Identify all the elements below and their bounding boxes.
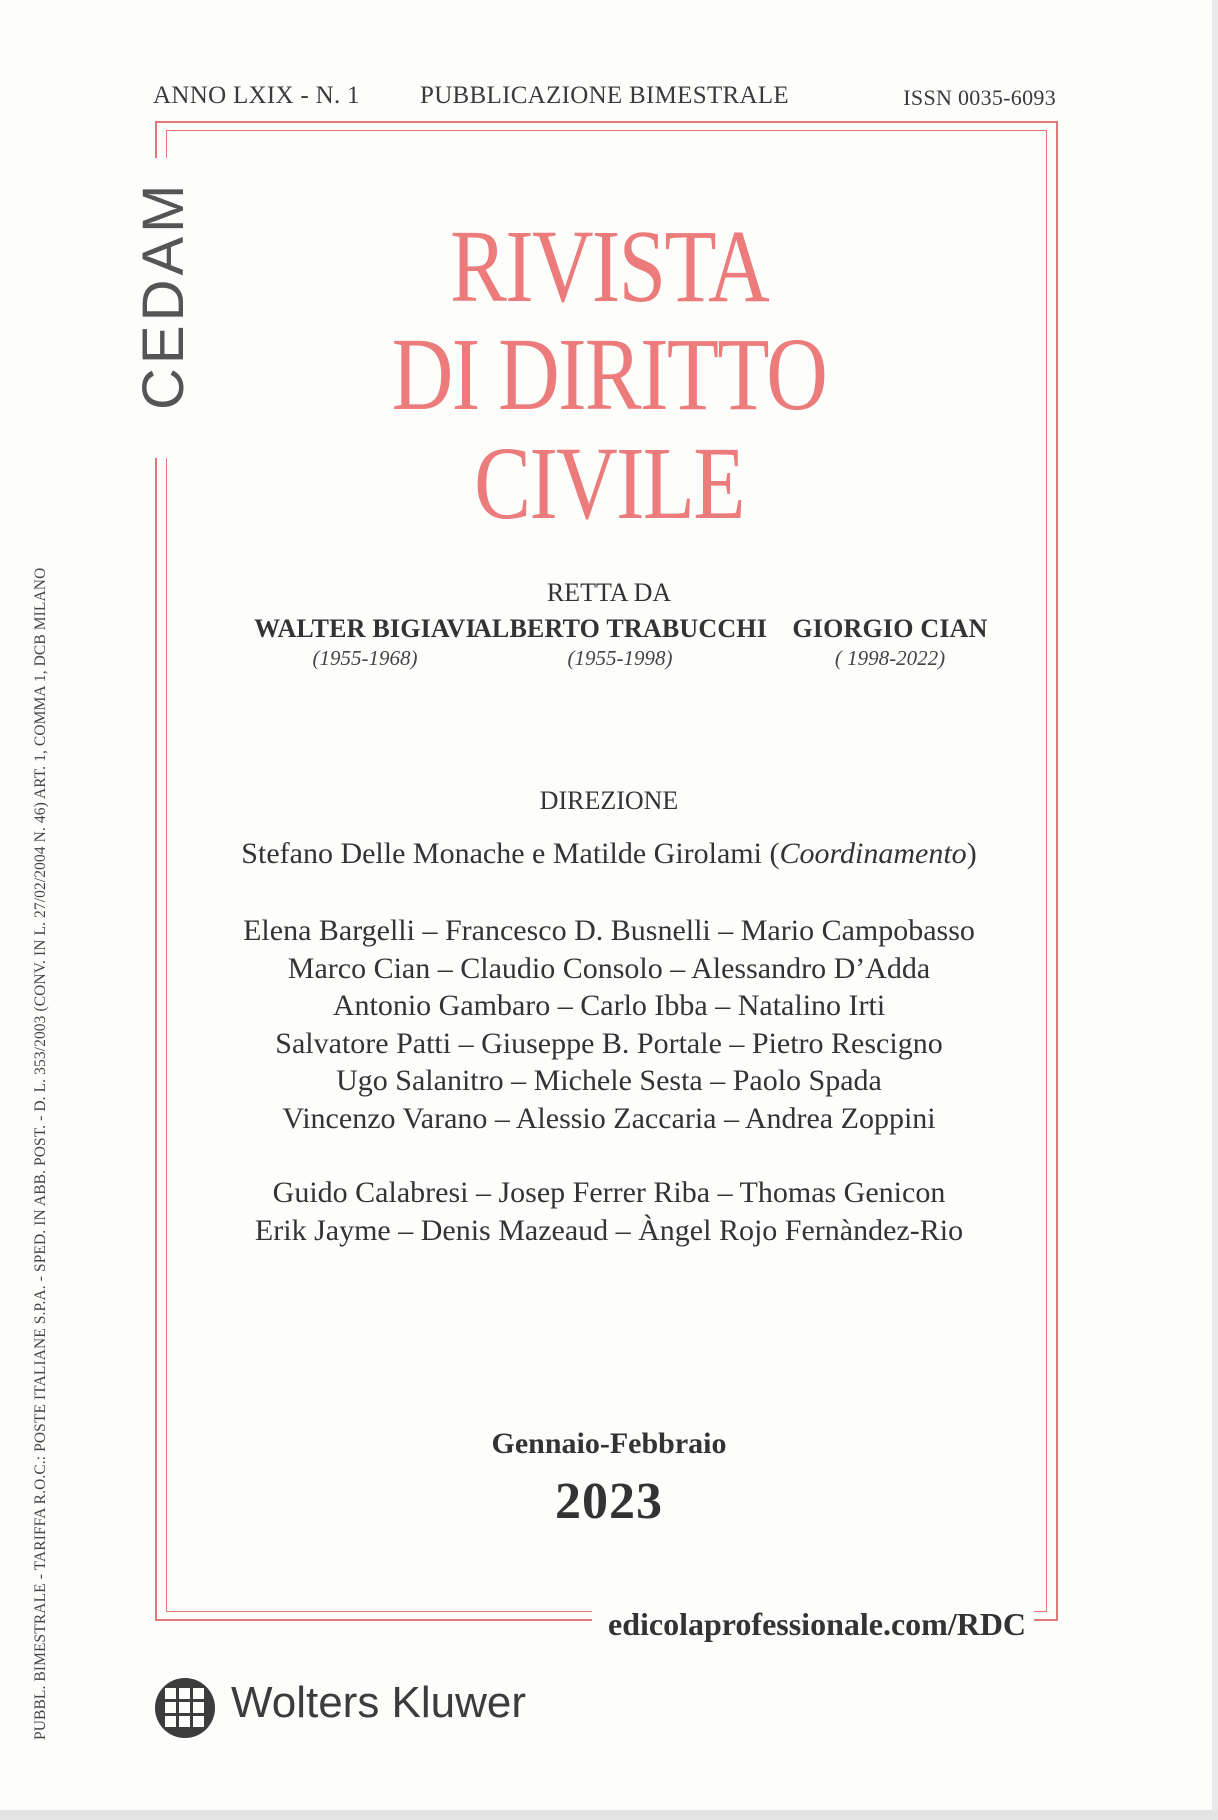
issue-number: ANNO LXIX - N. 1 bbox=[153, 82, 360, 109]
coordinators: Stefano Delle Monache e Matilde Girolami ( bbox=[241, 837, 780, 870]
coordination-role: Coordinamento bbox=[779, 837, 967, 870]
journal-title-line-3: CIVILE bbox=[474, 426, 744, 541]
issn: ISSN 0035-6093 bbox=[903, 85, 1056, 110]
board-line: Erik Jayme – Denis Mazeaud – Àngel Rojo Fernàndez-Rio bbox=[254, 1213, 964, 1247]
founder-name: GIORGIO CIAN bbox=[792, 614, 988, 643]
postal-notice: PUBBL. BIMESTRALE - TARIFFA R.O.C.: POSTE ITALIANE S.P.A. - SPED. IN ABB. POST. - D. L. 353/2003 (CONV. IN L. 27/02/2004 N. 46) ART. 1, COMMA 1, DCB MILANO bbox=[32, 567, 49, 1740]
founder-years: (1955-1998) bbox=[567, 646, 673, 670]
founder bbox=[770, 614, 1010, 671]
issue-year: 2023 bbox=[555, 1473, 663, 1530]
wolters-kluwer-logo-icon bbox=[153, 1676, 217, 1740]
founder-years: ( 1998-2022) bbox=[834, 646, 946, 670]
issue-period: Gennaio-Febbraio bbox=[491, 1427, 727, 1460]
board-line: Ugo Salanitro – Michele Sesta – Paolo Spada bbox=[336, 1064, 882, 1097]
journal-title-line-1: RIVISTA bbox=[449, 209, 769, 324]
logo-text: Wolters Kluwer bbox=[231, 1678, 527, 1727]
founder-name: WALTER BIGIAVI bbox=[254, 614, 476, 643]
board-line: Marco Cian – Claudio Consolo – Alessandro D’Adda bbox=[287, 951, 931, 985]
board-line: Salvatore Patti – Giuseppe B. Portale – Pietro Rescigno bbox=[275, 1026, 943, 1060]
coordination-line bbox=[0, 837, 1218, 871]
international-board bbox=[0, 1174, 1218, 1249]
board-line: Antonio Gambaro – Carlo Ibba – Natalino Irti bbox=[332, 989, 886, 1022]
founder-name: ALBERTO TRABUCCHI bbox=[472, 614, 768, 643]
page-edge bbox=[0, 1810, 1218, 1820]
retta-da-label: RETTA DA bbox=[546, 578, 672, 607]
publisher-imprint: CEDAM bbox=[131, 180, 196, 410]
founder bbox=[470, 614, 770, 671]
coordination-close: ) bbox=[966, 837, 977, 870]
website-url[interactable]: edicolaprofessionale.com/RDC bbox=[600, 1606, 1034, 1643]
board-line: Guido Calabresi – Josep Ferrer Riba – Thomas Genicon bbox=[272, 1176, 946, 1209]
board-line: Vincenzo Varano – Alessio Zaccaria – Andrea Zoppini bbox=[282, 1101, 936, 1135]
journal-title-line-2: DI DIRITTO bbox=[391, 317, 827, 432]
page-edge bbox=[1212, 0, 1218, 1820]
direzione-label: DIREZIONE bbox=[539, 786, 679, 815]
board-line: Elena Bargelli – Francesco D. Busnelli – Mario Campobasso bbox=[243, 914, 975, 947]
founder-years: (1955-1968) bbox=[312, 646, 418, 670]
editorial-board bbox=[0, 912, 1218, 1137]
founder bbox=[230, 614, 500, 671]
publication-frequency: PUBBLICAZIONE BIMESTRALE bbox=[420, 82, 790, 109]
